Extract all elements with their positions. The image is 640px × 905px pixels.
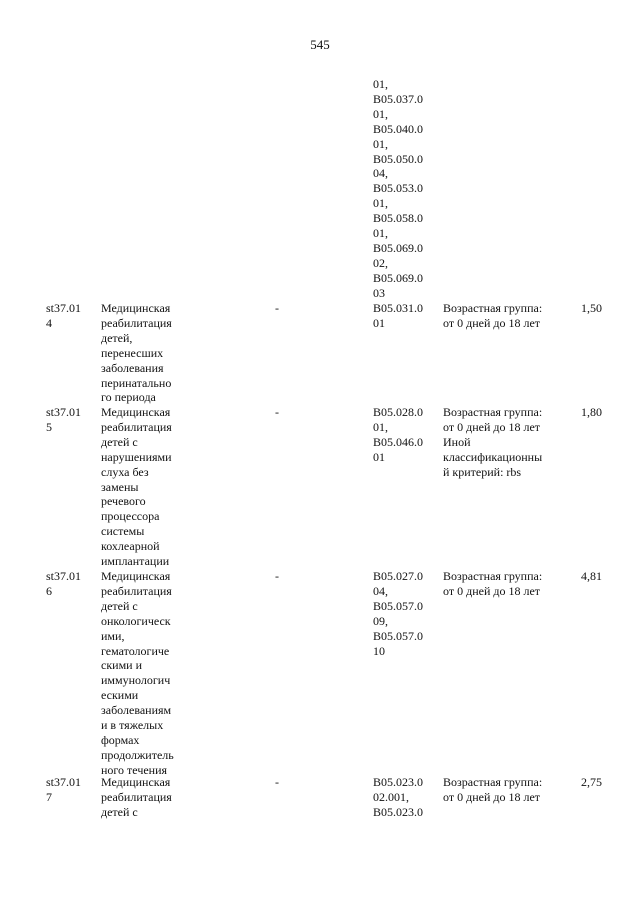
kst-name: Медицинская реабилитация детей, перенесших заболевания перинатально го периода	[101, 301, 172, 405]
kst-code: st37.01 4	[46, 301, 82, 330]
service-code-cell: B05.031.0 01	[373, 301, 424, 330]
additional-criteria-cell: Возрастная группа: от 0 дней до 18 лет	[443, 301, 543, 330]
cost-coefficient: 2,75	[581, 775, 602, 789]
diagnosis-code-cell: -	[275, 301, 279, 315]
additional-criteria-cell: Возрастная группа: от 0 дней до 18 лет	[443, 775, 543, 804]
diagnosis-code-cell: -	[275, 775, 279, 789]
kst-name: Медицинская реабилитация детей с нарушениями слуха без замены речевого процессора системы кохлеарной имплантации	[101, 405, 172, 569]
additional-criteria-cell: Возрастная группа: от 0 дней до 18 лет	[443, 569, 543, 598]
kst-code: st37.01 5	[46, 405, 82, 434]
diagnosis-code-cell: -	[275, 569, 279, 583]
diagnosis-code-cell: -	[275, 405, 279, 419]
service-code-cell: B05.028.0 01, B05.046.0 01	[373, 405, 424, 464]
continued-services-cell: 01, B05.037.0 01, B05.040.0 01, B05.050.0 04, B05.053.0 01, B05.058.0 01, B05.069.0 02, B05.069.0 03	[373, 77, 424, 300]
service-code-cell: B05.027.0 04, B05.057.0 09, B05.057.0 10	[373, 569, 424, 658]
kst-code: st37.01 7	[46, 775, 82, 804]
cost-coefficient: 1,80	[581, 405, 602, 419]
page-number: 545	[310, 37, 330, 52]
cost-coefficient: 1,50	[581, 301, 602, 315]
kst-code: st37.01 6	[46, 569, 82, 598]
cost-coefficient: 4,81	[581, 569, 602, 583]
additional-criteria-cell: Возрастная группа: от 0 дней до 18 лет Иной классификационны й критерий: rbs	[443, 405, 543, 479]
kst-name: Медицинская реабилитация детей с	[101, 775, 172, 819]
kst-name: Медицинская реабилитация детей с онкологическ ими, гематологиче скими и иммунологич ескими заболеваниям и в тяжелых формах продолжитель ного течения	[101, 569, 174, 777]
service-code-cell: B05.023.0 02.001, B05.023.0	[373, 775, 424, 819]
